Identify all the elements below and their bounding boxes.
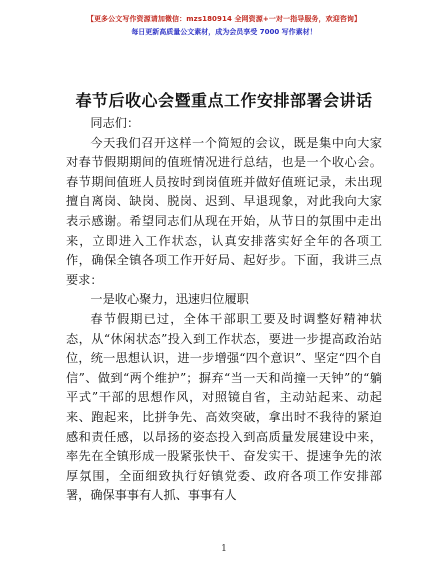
section-heading: 一是收心聚力，迅速归位履职 bbox=[90, 292, 249, 307]
promo-header bbox=[0, 14, 448, 37]
document-body bbox=[66, 114, 382, 506]
paragraph: 今天我们召开这样一个简短的会议，既是集中向大家对春节假期期间的值班情况进行总结，也是一个收心会。春节期间值班人员按时到岗值班并做好值班记录，未出现擅自离岗、缺岗、脱岗、迟到、早退现象，对此我向大家表示感谢。希望同志们从现在开始，从节日的氛围中走出来，立即进入工作状态，认真安排落实好全年的各项工作，确保全镇各项工作开好局、起好步。下面，我讲三点要求： bbox=[66, 135, 382, 287]
page-number: 1 bbox=[221, 544, 227, 554]
document-title: 春节后收心会暨重点工作安排部署会讲话 bbox=[75, 91, 373, 110]
promo-line-wechat: 【更多公文写作资源请加微信：mzs180914 全网资源+一对一指导服务，欢迎咨询】 bbox=[86, 15, 362, 23]
promo-line-membership: 每日更新高质量公文素材，成为会员享受 7000 写作素材！ bbox=[131, 28, 317, 36]
section-body: 春节假期已过，全体干部职工要及时调整好精神状态，从“休闲状态”投入到工作状态，要进一步提高政治站位，统一思想认识，进一步增强“四个意识”、坚定“四个自信”、做到“两个维护”；摒弃“当一天和尚撞一天钟”的“躺平式”干部的思想作风，对照镜自省，主动站起来、动起来、跑起来，比拼争先、高效突破，拿出时不我待的紧迫感和责任感，以昂扬的姿态投入到高质量发展建设中来，率先在全镇形成一股紧张快干、奋发实干、提速争先的浓厚氛围，全面细致执行好镇党委、政府各项工作安排部署，确保事事有人抓、事事有人 bbox=[66, 311, 382, 503]
greeting: 同志们： bbox=[90, 116, 140, 130]
